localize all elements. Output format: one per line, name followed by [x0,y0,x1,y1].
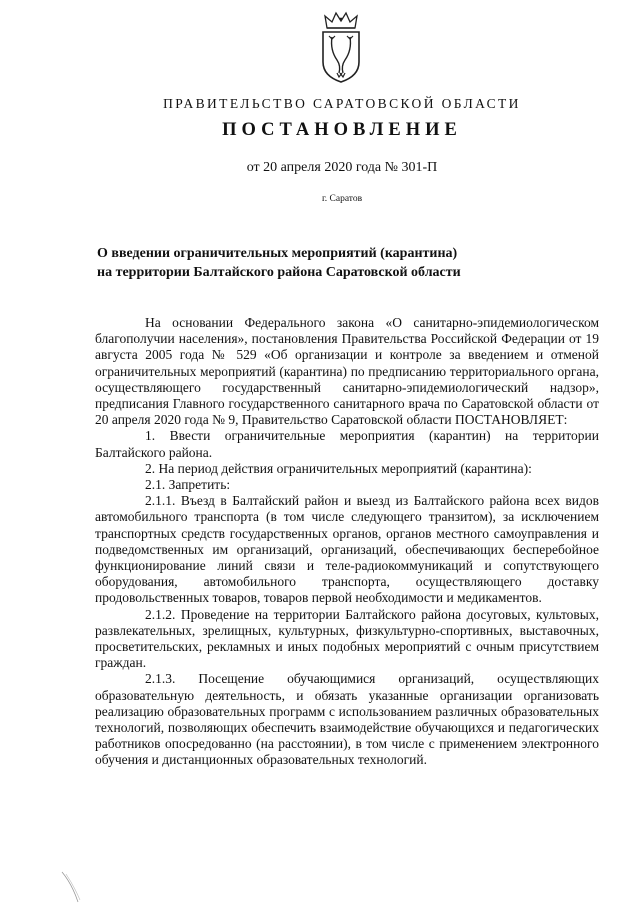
saratov-coat-of-arms-icon [317,10,365,86]
clause-2: 2. На период действия ограничительных мероприятий (карантина): [145,460,532,476]
pen-mark [60,870,90,904]
document-title [97,244,557,282]
preamble-paragraph: На основании Федерального закона «О санитарно-эпидемиологическом благополучии населения», постановления Правительства Российской Федерации от 19 августа 2005 года № 529 «Об организации и контроле за введением и отменой ограничительных мероприятий (карантина) по предписанию территориального органа, осуществляющего государственный санитарно-эпидемиологический надзор», предписания Главного государственного санитарного врача по Саратовской области от 20 апреля 2020 года № 9, Правительство Саратовской области ПОСТАНОВЛЯЕТ: [95,315,599,428]
clause-2-1-3: 2.1.3. Посещение обучающимися организаций, осуществляющих образовательную деятельность, и обязать указанные организации организовать реализацию образовательных программ с использованием различных образовательных технологий, позволяющих обеспечить взаимодействие обучающихся и педагогических работников опосредованно (на расстоянии), в том числе с применением электронного обучения и дистанционных образовательных технологий. [95,671,599,768]
document-body [95,315,599,769]
clause-2-1: 2.1. Запретить: [145,477,231,493]
document-city: г. Саратов [321,194,363,204]
clause-2-1-2: 2.1.2. Проведение на территории Балтайского района досуговых, культовых, развлекательных, зрелищных, культурных, физкультурно-спортивных, выставочных, просветительских, рекламных и иных подобных мероприятий с очным присутствием граждан. [95,606,599,671]
document-type: ПОСТАНОВЛЕНИЕ [222,120,462,140]
document-date-number: от 20 апреля 2020 года № 301-П [246,160,438,175]
title-line-2: на территории Балтайского района Саратовской области [97,265,461,280]
title-line-1: О введении ограничительных мероприятий (карантина) [97,246,458,261]
clause-2-1-1: 2.1.1. Въезд в Балтайский район и выезд из Балтайского района всех видов автомобильного транспорта (в том числе следующего транзитом), за исключением транспортных средств государственных органов, органов местного самоуправления и подведомственных им организаций, организаций, обеспечивающих бесперебойное функционирование линий связи и теле-радиокоммуникаций и сопутствующего оборудования, автомобильного транспорта, осуществляющего доставку продовольственных товаров, товаров первой необходимости и медикаментов. [95,493,599,606]
organization-name: ПРАВИТЕЛЬСТВО САРАТОВСКОЙ ОБЛАСТИ [163,96,521,111]
clause-1: 1. Ввести ограничительные мероприятия (карантин) на территории Балтайского района. [95,428,599,460]
